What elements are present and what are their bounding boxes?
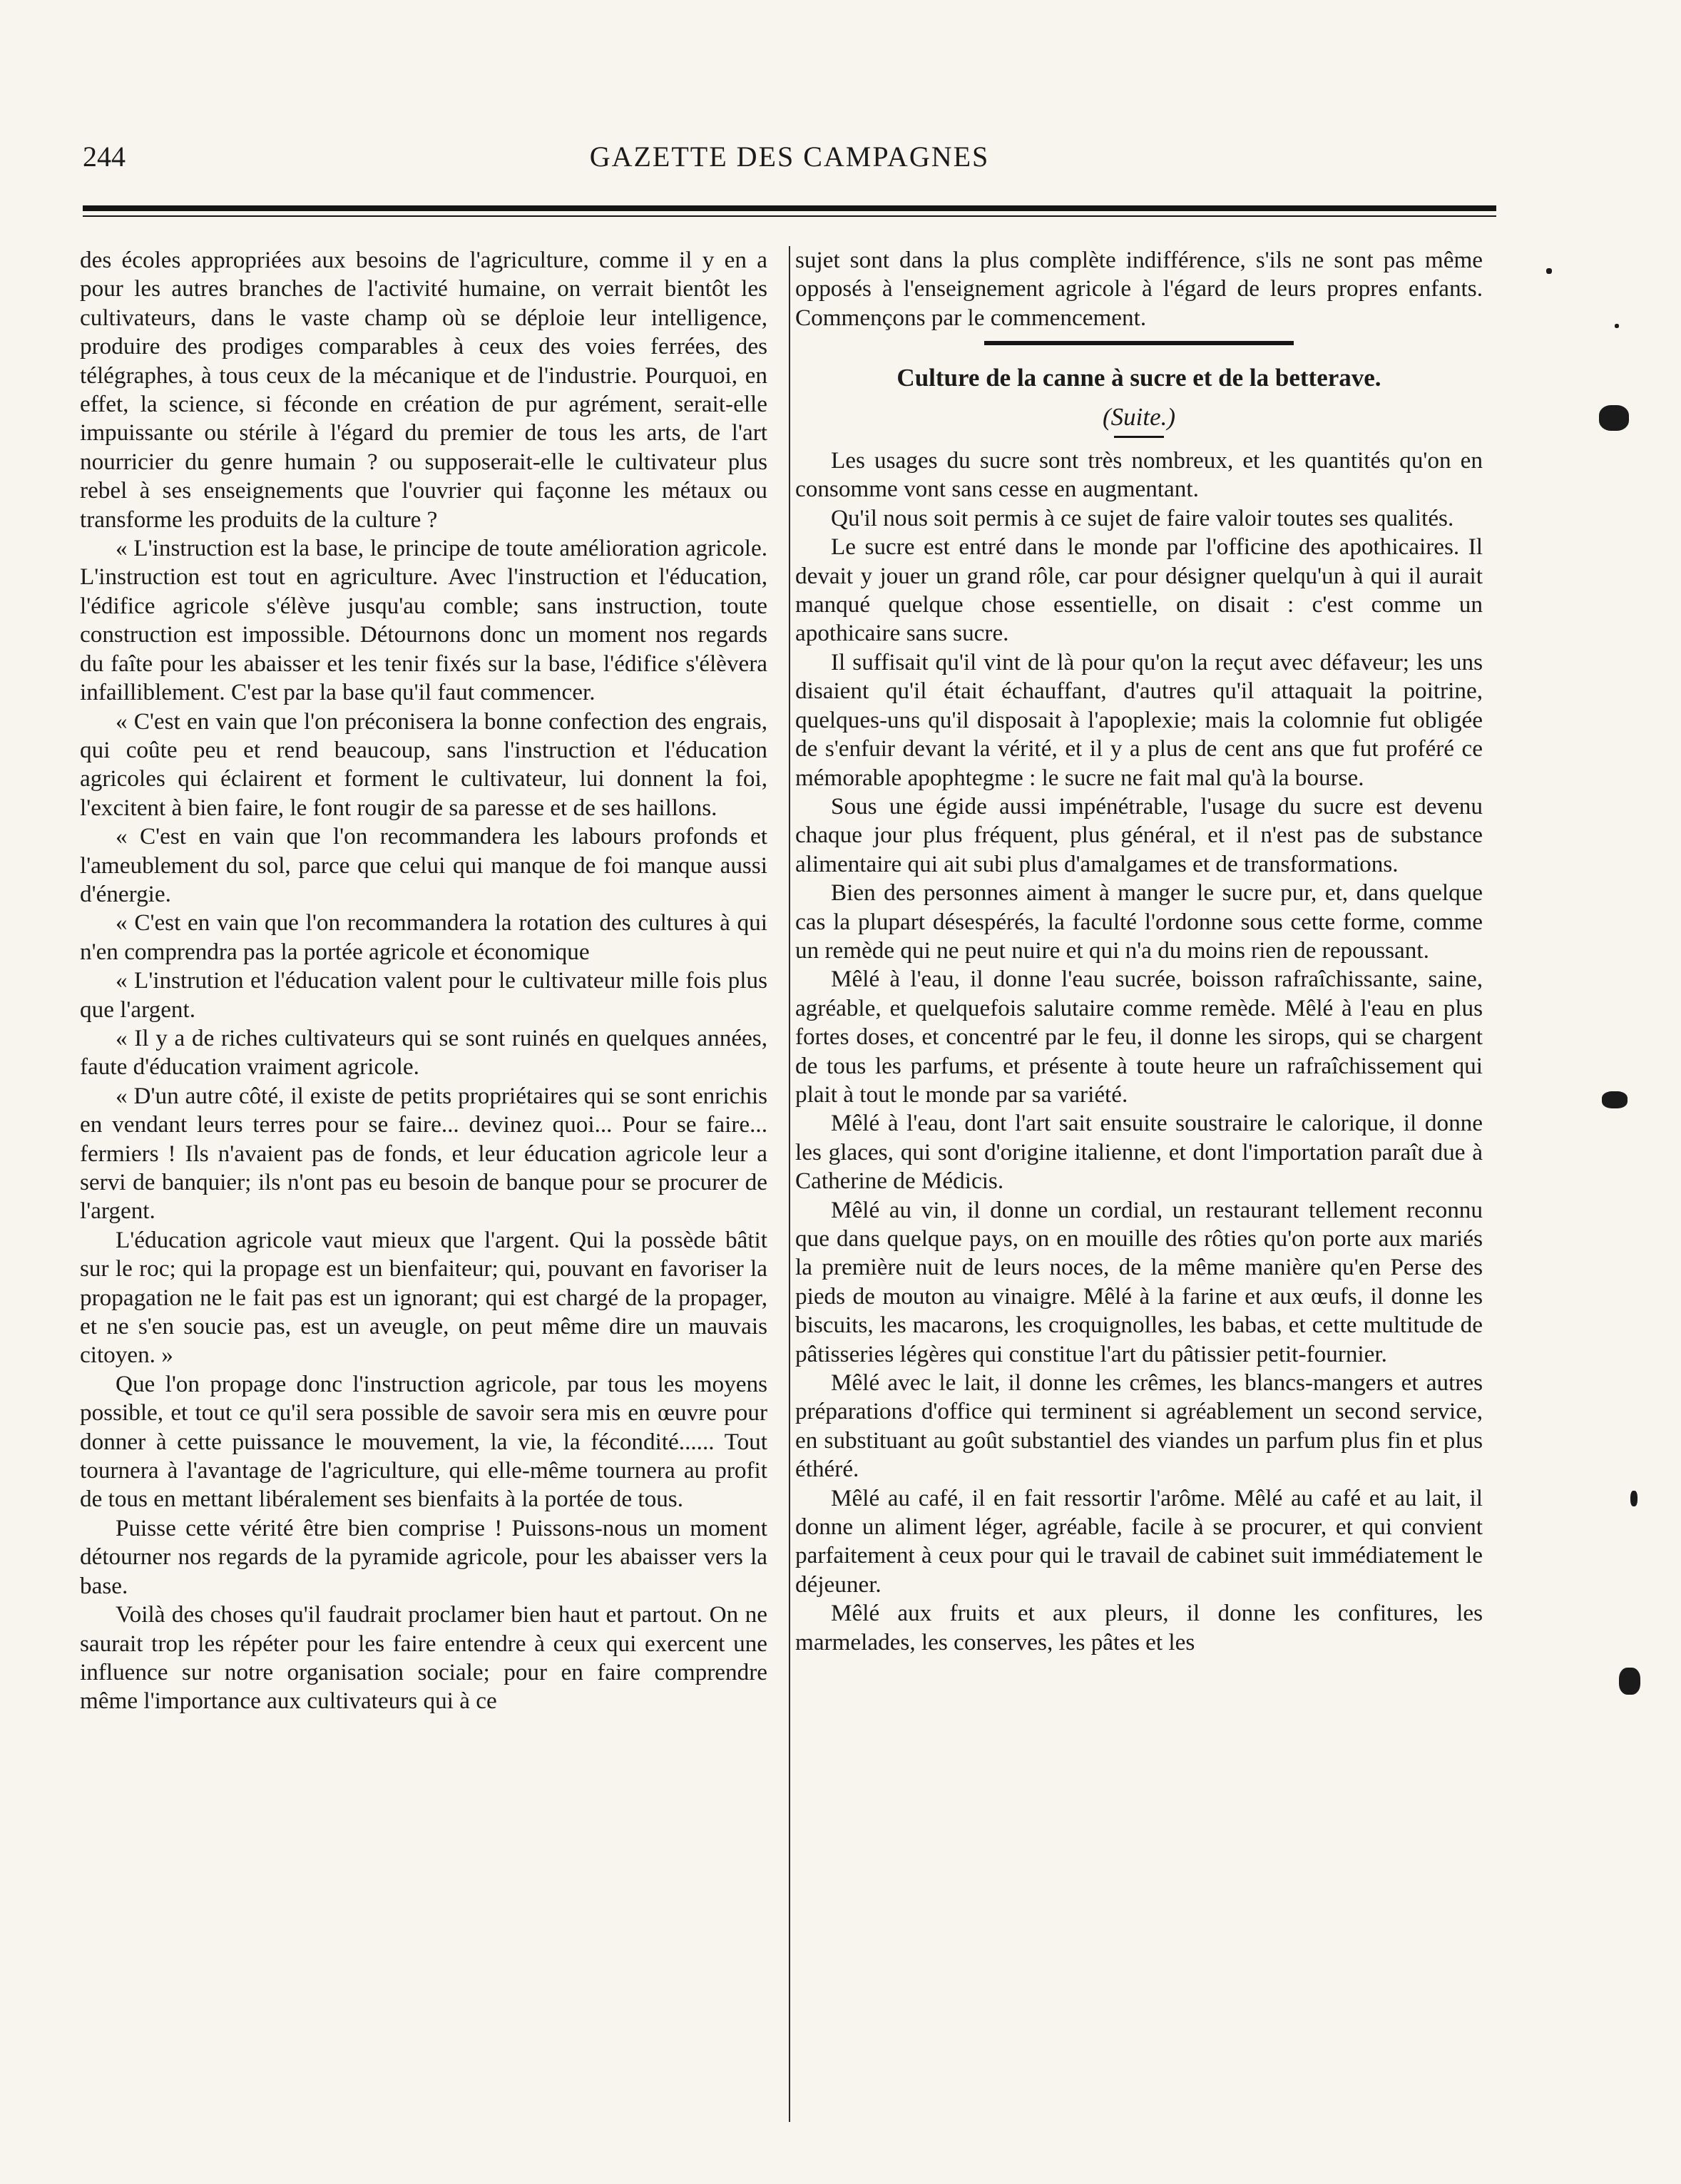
section-title: Culture de la canne à sucre et de la betterave. [896, 364, 1381, 392]
paragraph: « C'est en vain que l'on préconisera la bonne confection des engrais, qui coûte peu et rend beaucoup, sans l'instruction et l'éducation agricoles qui éclairent et forment le cultivateur, lui donnent la foi, l'excitent à bien faire, le font rougir de sa paresse et de ses haillons. [80, 708, 767, 821]
paragraph: Mêlé à l'eau, il donne l'eau sucrée, boisson rafraîchissante, saine, agréable, et quelquefois salutaire comme remède. Mêlé à l'eau en plus fortes doses, et concentré par le feu, il donne les sirops, qui se chargent de tous les parfums, et présente à toute heure un rafraîchissement qui plait à tout le monde par sa variété. [795, 966, 1483, 1108]
paragraph: Sous une égide aussi impénétrable, l'usage du sucre est devenu chaque jour plus fréquent, plus général, et il n'est pas de substance alimentaire qui ait subi plus d'amalgames et de transformations. [795, 792, 1483, 877]
section-subtitle: (Suite.) [1102, 402, 1176, 431]
paragraph: Les usages du sucre sont très nombreux, et les quantités qu'on en consomme vont sans cesse en augmentant. [795, 447, 1483, 503]
ink-blot [1546, 268, 1552, 274]
page-header [83, 140, 1496, 183]
paragraph: Qu'il nous soit permis à ce sujet de faire valoir toutes ses qualités. [831, 504, 1454, 531]
ink-blot [1630, 1491, 1637, 1506]
paragraph: « L'instrution et l'éducation valent pour le cultivateur mille fois plus que l'argent. [80, 967, 767, 1023]
paragraph: « C'est en vain que l'on recommandera la rotation des cultures à qui n'en comprendra pas la portée agricole et économique [80, 909, 767, 965]
journal-title: GAZETTE DES CAMPAGNES [589, 141, 990, 173]
ink-blot [1602, 1091, 1628, 1108]
header-rule-thick [83, 205, 1496, 211]
left-column [80, 246, 767, 2122]
paragraph: Mêlé au café, il en fait ressortir l'arôme. Mêlé au café et au lait, il donne un aliment léger, agréable, facile à se procurer, et qui convient parfaitement à ceux pour qui le travail de cabinet suit immédiatement le déjeuner. [795, 1484, 1483, 1598]
paragraph: Que l'on propage donc l'instruction agricole, par tous les moyens possible, et tout ce qu'il sera possible de savoir sera mis en œuvre pour donner à cette puissance le mouvement, la vie, la fécondité...... Tout tournera à l'avantage de l'agriculture, qui elle-même tournera au profit de tous en mettant libéralement ses bienfaits à la portée de tous. [80, 1370, 767, 1513]
paragraph: « D'un autre côté, il existe de petits propriétaires qui se sont enrichis en vendant leurs terres pour se faire... devinez quoi... Pour se faire... fermiers ! Ils n'avaient pas de fonds, et leur éducation agricole leur a servi de banquier; ils n'ont pas eu besoin de banque pour se procurer de l'argent. [80, 1082, 767, 1225]
right-column [795, 246, 1483, 2122]
paragraph: Puisse cette vérité être bien comprise ! Puissons-nous un moment détourner nos regards de la pyramide agricole, pour les abaisser vers la base. [80, 1514, 767, 1599]
subtitle-rule [1114, 436, 1164, 438]
paragraph: Mêlé aux fruits et aux pleurs, il donne les confitures, les marmelades, les conserves, les pâtes et les [795, 1600, 1483, 1655]
paragraph: « C'est en vain que l'on recommandera les labours profonds et l'ameublement du sol, parce que celui qui manque de foi manque aussi d'énergie. [80, 823, 767, 907]
ink-blot [1615, 324, 1619, 328]
paragraph: L'éducation agricole vaut mieux que l'argent. Qui la possède bâtit sur le roc; qui la propage est un bienfaiteur; qui, pouvant en favoriser la propagation ne le fait pas est un ignorant; qui est chargé de la propager, et ne s'en soucie pas, est un aveugle, on peut même dire un mauvais citoyen. » [80, 1226, 767, 1369]
page-number: 244 [83, 141, 126, 173]
paragraph: Mêlé à l'eau, dont l'art sait ensuite soustraire le calorique, il donne les glaces, qui sont d'origine italienne, et dont l'importation paraît due à Catherine de Médicis. [795, 1110, 1483, 1195]
paragraph: « Il y a de riches cultivateurs qui se sont ruinés en quelques années, faute d'éducation vraiment agricole. [80, 1024, 767, 1081]
paragraph: Voilà des choses qu'il faudrait proclamer bien haut et partout. On ne saurait trop les répéter pour les faire entendre à ceux qui exercent une influence sur notre organisation sociale; pour en faire comprendre même l'importance aux cultivateurs qui à ce [80, 1601, 767, 1715]
paragraph: Mêlé avec le lait, il donne les crêmes, les blancs-mangers et autres préparations d'office qui terminent si agréablement un second service, en substituant au goût substantiel des viandes un parfum plus fin et plus éthéré. [795, 1369, 1483, 1483]
paragraph: Il suffisait qu'il vint de là pour qu'on la reçut avec défaveur; les uns disaient qu'il était échauffant, d'autres qu'il attaquait la poitrine, quelques-uns qu'il disposait à l'apoplexie; mais la colomnie fut obligée de s'enfuir devant la vérité, et il y a plus de cent ans que fut proféré ce mémorable apophtegme : le sucre ne fait mal qu'à la bourse. [795, 648, 1483, 791]
paragraph: des écoles appropriées aux besoins de l'agriculture, comme il y en a pour les autres branches de l'activité humaine, on verrait bientôt les cultivateurs, dans le vaste champ où se déploie leur intelligence, produire des prodiges comparables à ceux des voies ferrées, des télégraphes, à tous ceux de la mécanique et de l'industrie. Pourquoi, en effet, la science, si féconde en création de pur agrément, serait-elle impuissante ou stérile à l'égard du premier de tous les arts, de l'art nourricier du genre humain ? ou supposerait-elle le cultivateur plus rebel à ses enseignements que l'ouvrier qui façonne les métaux ou transforme les produits de la culture ? [80, 247, 767, 533]
paragraph: « L'instruction est la base, le principe de toute amélioration agricole. L'instruction est tout en agriculture. Avec l'instruction et l'éducation, l'édifice agricole s'élève jusqu'au comble; sans instruction, toute construction est impossible. Détournons donc un moment nos regards du faîte pour les abaisser et les tenir fixés sur la base, l'édifice s'élèvera infailliblement. C'est par la base qu'il faut commencer. [80, 535, 767, 706]
paragraph: Le sucre est entré dans le monde par l'officine des apothicaires. Il devait y jouer un grand rôle, car pour désigner quelqu'un à qui il aurait manqué quelque chose essentielle, on disait : c'est comme un apothicaire sans sucre. [795, 534, 1483, 647]
paragraph: Mêlé au vin, il donne un cordial, un restaurant tellement reconnu que dans quelque pays, on en mouille des rôties qu'on porte aux mariés la première nuit de leurs noces, de la même manière qu'en Perse des pieds de mouton au vinaigre. Mêlé à la farine et aux œufs, il donne les biscuits, les macarons, les croquignolles, les babas, et cette multitude de pâtisseries légères qui constitue l'art du pâtissier petit-fournier. [795, 1196, 1483, 1367]
column-divider [789, 246, 790, 2122]
section-separator-rule [984, 341, 1294, 345]
paragraph: Bien des personnes aiment à manger le sucre pur, et, dans quelque cas la plupart désespérés, la faculté l'ordonne sous cette forme, comme un remède qui ne peut nuire et qui n'a du moins rien de repoussant. [795, 879, 1483, 964]
ink-blot [1599, 405, 1629, 431]
header-rule-thin [83, 215, 1496, 217]
ink-blot [1619, 1668, 1640, 1695]
paragraph: sujet sont dans la plus complète indifférence, s'ils ne sont pas même opposés à l'enseignement agricole à l'égard de leurs propres enfants. Commençons par le commencement. [795, 247, 1483, 331]
